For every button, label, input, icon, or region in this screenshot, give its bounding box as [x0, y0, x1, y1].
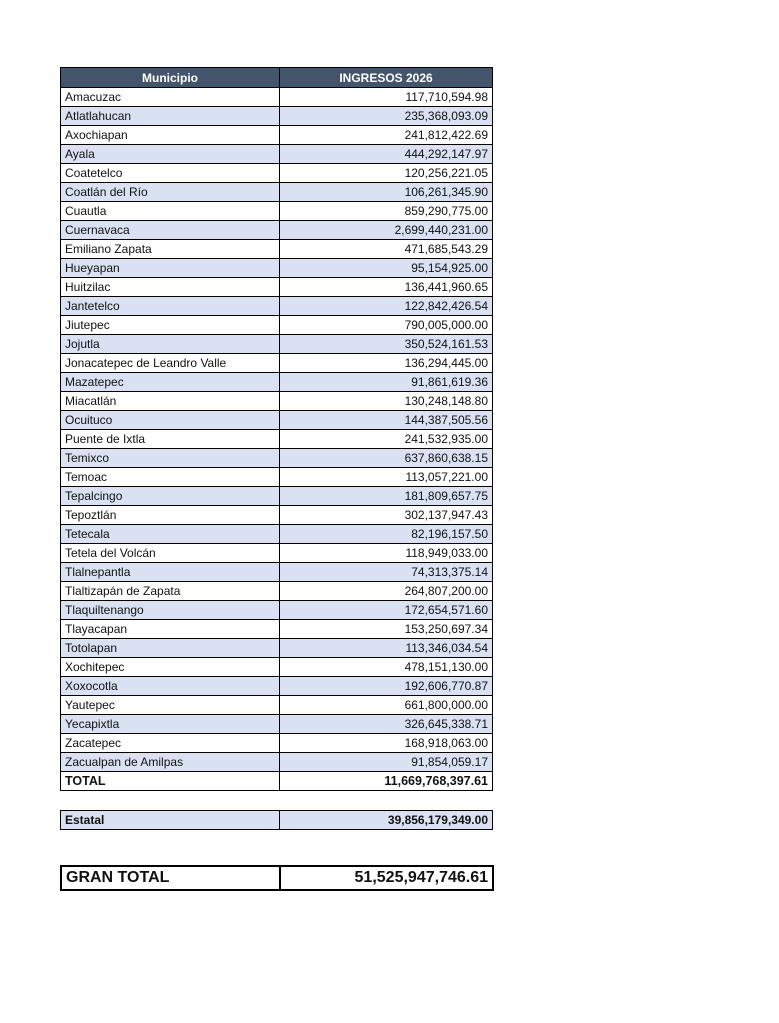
ingresos-cell: 153,250,697.34 — [280, 620, 493, 639]
estatal-label: Estatal — [61, 811, 280, 830]
table-row — [61, 734, 493, 753]
total-value: 11,669,768,397.61 — [280, 772, 493, 791]
table-row — [61, 335, 493, 354]
ingresos-cell: 120,256,221.05 — [280, 164, 493, 183]
ingresos-cell: 181,809,657.75 — [280, 487, 493, 506]
table-row — [61, 126, 493, 145]
municipio-cell: Miacatlán — [61, 392, 280, 411]
ingresos-cell: 74,313,375.14 — [280, 563, 493, 582]
ingresos-cell: 172,654,571.60 — [280, 601, 493, 620]
table-row — [61, 525, 493, 544]
municipio-cell: Jiutepec — [61, 316, 280, 335]
municipio-cell: Hueyapan — [61, 259, 280, 278]
table-row — [61, 601, 493, 620]
municipio-cell: Ayala — [61, 145, 280, 164]
ingresos-cell: 326,645,338.71 — [280, 715, 493, 734]
table-row — [61, 240, 493, 259]
municipio-cell: Amacuzac — [61, 88, 280, 107]
ingresos-cell: 241,812,422.69 — [280, 126, 493, 145]
municipio-cell: Puente de Ixtla — [61, 430, 280, 449]
municipio-cell: Tepalcingo — [61, 487, 280, 506]
header-municipio: Municipio — [61, 68, 280, 88]
municipio-cell: Tetela del Volcán — [61, 544, 280, 563]
total-label: TOTAL — [61, 772, 280, 791]
municipio-cell: Huitzilac — [61, 278, 280, 297]
table-row — [61, 506, 493, 525]
ingresos-cell: 122,842,426.54 — [280, 297, 493, 316]
table-row — [61, 145, 493, 164]
municipio-cell: Axochiapan — [61, 126, 280, 145]
ingresos-cell: 118,949,033.00 — [280, 544, 493, 563]
municipio-cell: Tlaquiltenango — [61, 601, 280, 620]
estatal-table — [60, 810, 493, 830]
ingresos-cell: 113,057,221.00 — [280, 468, 493, 487]
table-row — [61, 183, 493, 202]
ingresos-cell: 136,294,445.00 — [280, 354, 493, 373]
ingresos-cell: 117,710,594.98 — [280, 88, 493, 107]
municipio-cell: Temixco — [61, 449, 280, 468]
municipio-cell: Jonacatepec de Leandro Valle — [61, 354, 280, 373]
municipio-cell: Cuernavaca — [61, 221, 280, 240]
municipio-cell: Mazatepec — [61, 373, 280, 392]
ingresos-cell: 168,918,063.00 — [280, 734, 493, 753]
ingresos-cell: 130,248,148.80 — [280, 392, 493, 411]
ingresos-cell: 91,861,619.36 — [280, 373, 493, 392]
municipio-cell: Tlalnepantla — [61, 563, 280, 582]
ingresos-cell: 2,699,440,231.00 — [280, 221, 493, 240]
table-row — [61, 620, 493, 639]
table-row — [61, 278, 493, 297]
gran-total-label: GRAN TOTAL — [61, 866, 280, 890]
ingresos-cell: 478,151,130.00 — [280, 658, 493, 677]
table-row — [61, 468, 493, 487]
ingresos-cell: 350,524,161.53 — [280, 335, 493, 354]
ingresos-cell: 859,290,775.00 — [280, 202, 493, 221]
table-row — [61, 544, 493, 563]
municipio-cell: Tetecala — [61, 525, 280, 544]
municipio-cell: Temoac — [61, 468, 280, 487]
municipio-cell: Emiliano Zapata — [61, 240, 280, 259]
municipio-cell: Cuautla — [61, 202, 280, 221]
municipios-table-body — [61, 88, 493, 772]
table-row — [61, 354, 493, 373]
gran-total-value: 51,525,947,746.61 — [280, 866, 493, 890]
ingresos-cell: 471,685,543.29 — [280, 240, 493, 259]
table-header-row — [61, 68, 493, 88]
municipios-table — [60, 67, 493, 791]
table-row — [61, 88, 493, 107]
ingresos-cell: 144,387,505.56 — [280, 411, 493, 430]
ingresos-cell: 790,005,000.00 — [280, 316, 493, 335]
ingresos-cell: 106,261,345.90 — [280, 183, 493, 202]
table-row — [61, 221, 493, 240]
total-row — [61, 772, 493, 791]
table-row — [61, 582, 493, 601]
ingresos-cell: 192,606,770.87 — [280, 677, 493, 696]
municipio-cell: Yautepec — [61, 696, 280, 715]
table-row — [61, 164, 493, 183]
table-row — [61, 392, 493, 411]
table-row — [61, 696, 493, 715]
table-row — [61, 430, 493, 449]
ingresos-cell: 444,292,147.97 — [280, 145, 493, 164]
table-row — [61, 411, 493, 430]
table-row — [61, 297, 493, 316]
ingresos-cell: 661,800,000.00 — [280, 696, 493, 715]
estatal-value: 39,856,179,349.00 — [280, 811, 493, 830]
header-ingresos: INGRESOS 2026 — [280, 68, 493, 88]
table-row — [61, 715, 493, 734]
municipio-cell: Atlatlahucan — [61, 107, 280, 126]
table-row — [61, 639, 493, 658]
municipio-cell: Xochitepec — [61, 658, 280, 677]
municipio-cell: Ocuituco — [61, 411, 280, 430]
ingresos-cell: 241,532,935.00 — [280, 430, 493, 449]
gran-total-row — [61, 866, 493, 890]
table-row — [61, 316, 493, 335]
ingresos-cell: 302,137,947.43 — [280, 506, 493, 525]
municipio-cell: Xoxocotla — [61, 677, 280, 696]
table-row — [61, 487, 493, 506]
estatal-row — [61, 811, 493, 830]
table-row — [61, 753, 493, 772]
table-row — [61, 107, 493, 126]
table-row — [61, 658, 493, 677]
gran-total-table — [60, 865, 494, 891]
ingresos-cell: 637,860,638.15 — [280, 449, 493, 468]
ingresos-cell: 91,854,059.17 — [280, 753, 493, 772]
ingresos-cell: 82,196,157.50 — [280, 525, 493, 544]
municipio-cell: Jojutla — [61, 335, 280, 354]
municipio-cell: Coatetelco — [61, 164, 280, 183]
municipio-cell: Jantetelco — [61, 297, 280, 316]
municipio-cell: Tlaltizapán de Zapata — [61, 582, 280, 601]
municipio-cell: Tlayacapan — [61, 620, 280, 639]
ingresos-cell: 136,441,960.65 — [280, 278, 493, 297]
table-row — [61, 202, 493, 221]
municipio-cell: Totolapan — [61, 639, 280, 658]
ingresos-cell: 264,807,200.00 — [280, 582, 493, 601]
ingresos-cell: 113,346,034.54 — [280, 639, 493, 658]
table-row — [61, 563, 493, 582]
table-row — [61, 259, 493, 278]
municipio-cell: Zacualpan de Amilpas — [61, 753, 280, 772]
municipio-cell: Zacatepec — [61, 734, 280, 753]
municipio-cell: Yecapixtla — [61, 715, 280, 734]
municipio-cell: Tepoztlán — [61, 506, 280, 525]
table-row — [61, 449, 493, 468]
table-row — [61, 373, 493, 392]
ingresos-cell: 95,154,925.00 — [280, 259, 493, 278]
table-row — [61, 677, 493, 696]
ingresos-cell: 235,368,093.09 — [280, 107, 493, 126]
municipio-cell: Coatlán del Río — [61, 183, 280, 202]
